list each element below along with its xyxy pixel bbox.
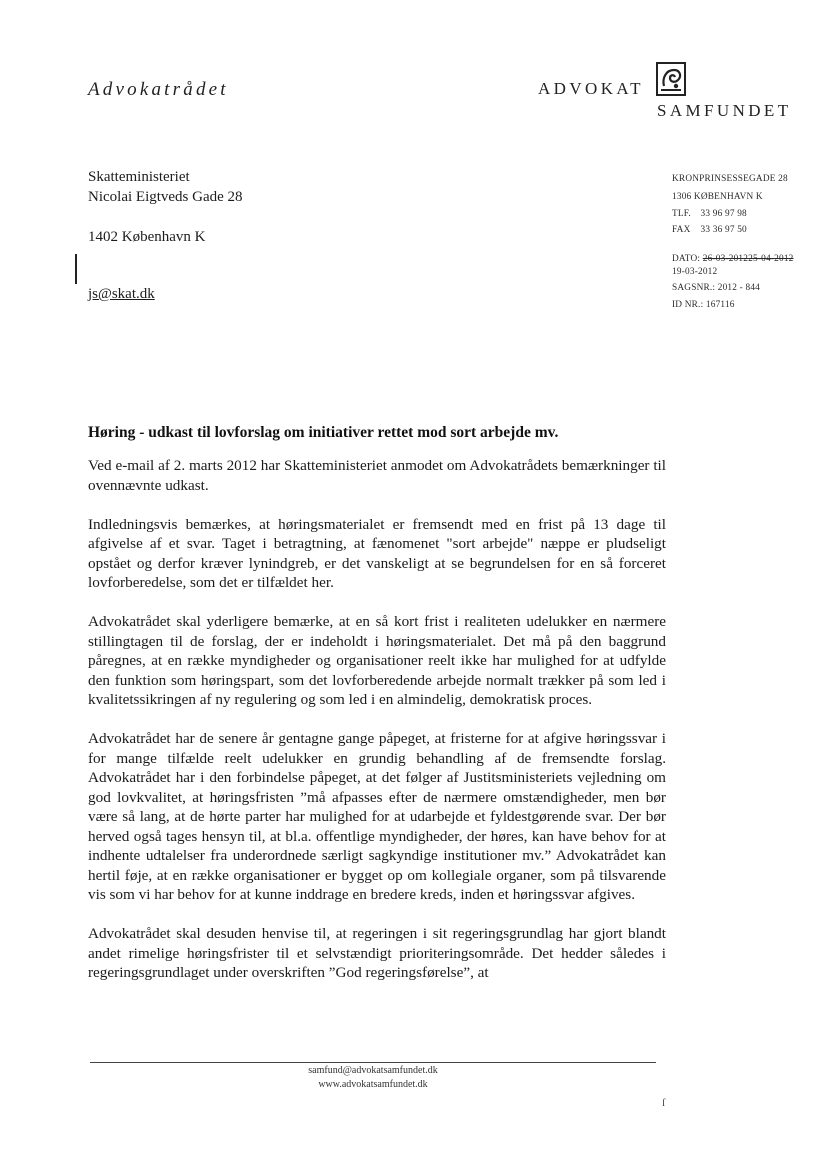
body-paragraph: Advokatrådet skal desuden henvise til, at regeringen i sit regeringsgrundlag har gjort blandt andet rimelige høringsfrister til et selvstændigt prioriteringsområde. Det hedder således i regeringsgrundlaget under overskriften ”God regeringsførelse”, at <box>88 925 666 981</box>
advokatsamfundet-logo-bottom: SAMFUNDET <box>657 101 792 120</box>
fax-label: FAX <box>672 225 691 235</box>
footer-web-link[interactable]: www.advokatsamfundet.dk <box>318 1079 428 1090</box>
body-paragraph: Indledningsvis bemærkes, at høringsmaterialet er fremsendt med en frist på 13 dage til afgivelse af et svar. Taget i betragtning, at fænomenet "sort arbejde" næppe er pludseligt opstået og derfor kræver lynindgreb, er det vanskeligt at se begrundelsen for en så forceret lovforberedelse, som det er tilfældet her. <box>88 515 666 591</box>
phone-label: TLF. <box>672 209 691 219</box>
body-paragraph: Ved e-mail af 2. marts 2012 har Skatteministeriet anmodet om Advokatrådets bemærkninger til ovennævnte udkast. <box>88 457 666 494</box>
letter-body <box>88 456 666 1002</box>
margin-mark <box>75 254 77 284</box>
advokatraadet-logo: Advokatrådet <box>88 79 229 100</box>
sender-case-number <box>672 280 760 296</box>
date-struck-2: 25-04-2012 <box>748 254 794 264</box>
footer-divider <box>90 1062 656 1063</box>
body-paragraph: Advokatrådet skal yderligere bemærke, at en så kort frist i realiteten udelukker en nærmere stillingtagen til de forslag, der er indeholdt i høringsmaterialet. Det må på den baggrund påregnes, at en række myndigheder og organisationer reelt ikke har mulighed for at udfylde den funktion som høringspart, som det lovforberedende arbejde normalt trækker på som led i kvalitetssikringen af ny regulering og som led i en almindelig, demokratisk proces. <box>88 613 666 708</box>
phone-value: 33 96 97 98 <box>700 209 747 219</box>
sender-street: KRONPRINSESSEGADE 28 <box>672 174 788 184</box>
date-value: 19-03-2012 <box>672 267 718 277</box>
recipient-email-link[interactable]: js@skat.dk <box>88 286 155 302</box>
footer-email-link[interactable]: samfund@advokatsamfundet.dk <box>308 1065 438 1076</box>
recipient-name: Skatteministeriet <box>88 169 190 185</box>
page-corner-mark: ſ <box>662 1097 666 1109</box>
recipient-street: Nicolai Eigtveds Gade 28 <box>88 189 243 205</box>
sender-fax <box>672 222 747 238</box>
id-number-value: 167116 <box>705 300 735 310</box>
body-paragraph: Advokatrådet har de senere år gentagne gange påpeget, at fristerne for at afgive høringssvar i for mange tilfælde reelt udelukker en grundig behandling af de fremsendte forslag. Advokatrådet har i den forbindelse påpeget, at det følger af Justitsministeriets vejledning om god lovkvalitet, at høringsfristen ”må afpasses efter de nærmere omstændigheder, men bør være så lang, at de hørte parter har mulighed for at udarbejde et fyldestgørende svar. Der bør herved også tages hensyn til, at bl.a. offentlige myndigheder, der høres, kan have behov for at indhente udtalelser fra underordnede særligt sagkyndige institutioner mv.” Advokatrådet kan hertil føje, at en række organisationer er bygget op om kollegiale organer, som på tilsvarende vis som vi har behov for at kunne inddrage en bredere kreds, inden et høringssvar afgives. <box>88 730 666 903</box>
sender-phone <box>672 206 747 222</box>
letter-subject: Høring - udkast til lovforslag om initiativer rettet mod sort arbejde mv. <box>88 424 559 441</box>
date-struck-1: 26-03-2012 <box>702 254 749 264</box>
case-number-label: SAGSNR.: <box>672 283 716 293</box>
advokatsamfundet-logo-top: ADVOKAT <box>538 79 644 98</box>
fax-value: 33 36 97 50 <box>700 225 747 235</box>
case-number-value: 2012 - 844 <box>717 283 761 293</box>
sender-id-number <box>672 297 735 313</box>
recipient-city: 1402 København K <box>88 229 206 245</box>
sender-city: 1306 KØBENHAVN K <box>672 192 763 202</box>
advokatsamfundet-emblem-icon <box>656 62 686 96</box>
sender-date-line-2 <box>672 264 717 280</box>
id-number-label: ID NR.: <box>672 300 704 310</box>
date-label: DATO: <box>672 254 701 264</box>
